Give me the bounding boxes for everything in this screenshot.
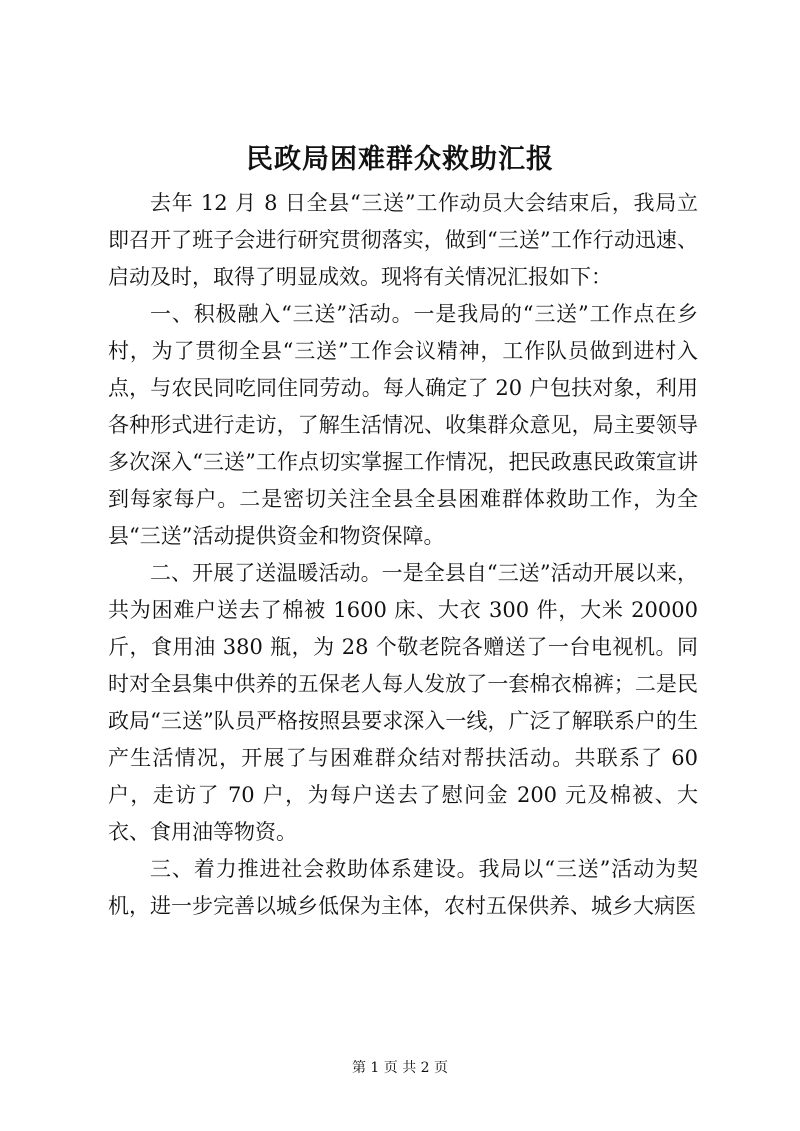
document-body [108,185,698,925]
document-title: 民政局困难群众救助汇报 [246,144,554,175]
paragraph-section-2: 二、开展了送温暖活动。一是全县自“三送”活动开展以来，共为困难户送去了棉被 1600 床、大衣 300 件，大米 20000 斤，食用油 380 瓶，为 28 个敬老院各赠送了一台电视机。同时对全县集中供养的五保老人每人发放了一套棉衣棉裤；二是民政局“三送”队员严格按照县要求深入一线，广泛了解联系户的生产生活情况，开展了与困难群众结对帮扶活动。共联系了 60 户，走访了 70 户，为每户送去了慰问金 200 元及棉被、大衣、食用油等物资。 [108,561,698,844]
paragraph-intro: 去年 12 月 8 日全县“三送”工作动员大会结束后，我局立即召开了班子会进行研究贯彻落实，做到“三送”工作行动迅速、启动及时，取得了明显成效。现将有关情况汇报如下： [108,191,698,289]
page-number-footer: 第 1 页 共 2 页 [351,1060,449,1076]
paragraph-section-3: 三、着力推进社会救助体系建设。我局以“三送”活动为契机，进一步完善以城乡低保为主体，农村五保供养、城乡大病医 [108,857,698,918]
paragraph-section-1: 一、积极融入“三送”活动。一是我局的“三送”工作点在乡村，为了贯彻全县“三送”工作会议精神，工作队员做到进村入点，与农民同吃同住同劳动。每人确定了 20 户包扶对象，利用各种形式进行走访，了解生活情况、收集群众意见，局主要领导多次深入“三送”工作点切实掌握工作情况，把民政惠民政策宣讲到每家每户。二是密切关注全县全县困难群体救助工作，为全县“三送”活动提供资金和物资保障。 [108,302,698,548]
